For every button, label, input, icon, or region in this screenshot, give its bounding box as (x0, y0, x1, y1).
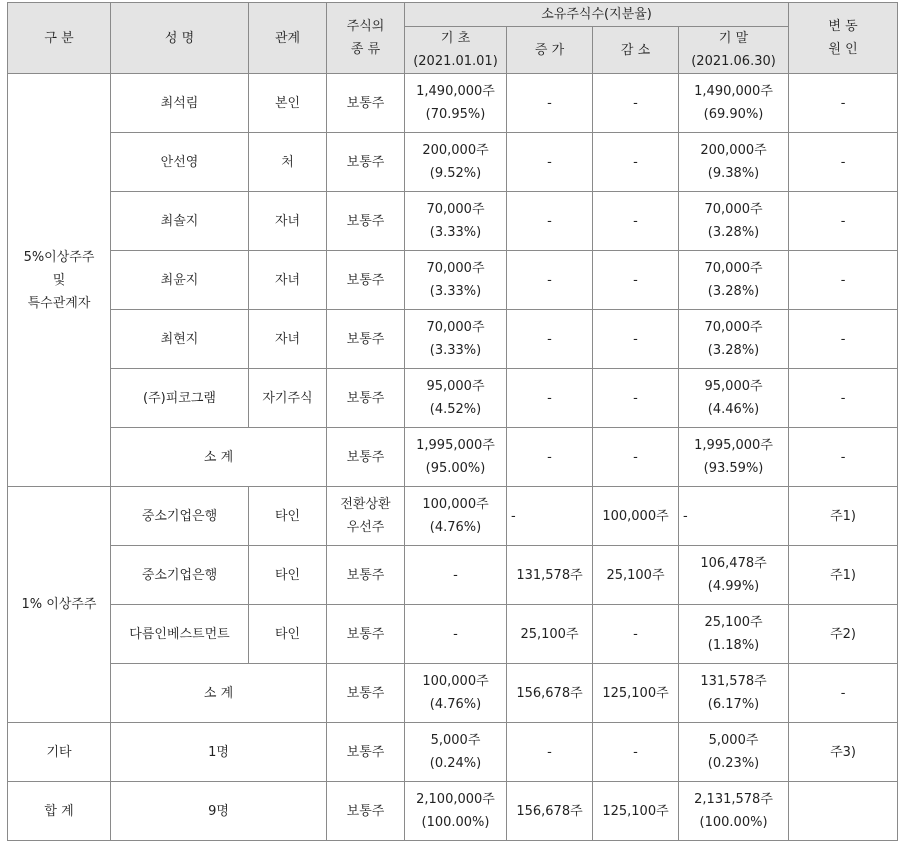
cell-end: 131,578주 (6.17%) (679, 664, 789, 723)
header-name: 성 명 (111, 3, 249, 74)
cell-reason: - (789, 251, 898, 310)
cell-type: 보통주 (327, 723, 405, 782)
total-row (8, 782, 898, 841)
cell-begin: 5,000주 (0.24%) (405, 723, 507, 782)
cell-increase: - (507, 723, 593, 782)
cell-end: 5,000주 (0.23%) (679, 723, 789, 782)
cell-end: 70,000주 (3.28%) (679, 251, 789, 310)
cell-end: 95,000주 (4.46%) (679, 369, 789, 428)
cell-end: 1,995,000주 (93.59%) (679, 428, 789, 487)
cell-decrease: - (593, 251, 679, 310)
cell-reason: - (789, 192, 898, 251)
header-reason: 변 동 원 인 (789, 3, 898, 74)
cell-decrease: - (593, 192, 679, 251)
cell-count: 9명 (111, 782, 327, 841)
cell-decrease: - (593, 428, 679, 487)
table-row (8, 192, 898, 251)
group-total: 합 계 (8, 782, 111, 841)
cell-increase: 25,100주 (507, 605, 593, 664)
cell-decrease: - (593, 605, 679, 664)
cell-begin: 100,000주 (4.76%) (405, 487, 507, 546)
cell-begin: 70,000주 (3.33%) (405, 251, 507, 310)
cell-increase: - (507, 74, 593, 133)
cell-relation: 자기주식 (249, 369, 327, 428)
cell-increase: 131,578주 (507, 546, 593, 605)
cell-begin: 95,000주 (4.52%) (405, 369, 507, 428)
cell-name: 최현지 (111, 310, 249, 369)
cell-increase: - (507, 192, 593, 251)
cell-name: 중소기업은행 (111, 546, 249, 605)
cell-reason: - (789, 74, 898, 133)
cell-reason: - (789, 310, 898, 369)
cell-type: 보통주 (327, 133, 405, 192)
cell-decrease: 100,000주 (593, 487, 679, 546)
cell-name: 최석림 (111, 74, 249, 133)
cell-type: 전환상환 우선주 (327, 487, 405, 546)
cell-reason: - (789, 428, 898, 487)
cell-begin: 2,100,000주 (100.00%) (405, 782, 507, 841)
cell-begin: 70,000주 (3.33%) (405, 192, 507, 251)
table-row (8, 310, 898, 369)
cell-end: 25,100주 (1.18%) (679, 605, 789, 664)
cell-decrease: - (593, 369, 679, 428)
cell-name: 최솔지 (111, 192, 249, 251)
cell-increase: - (507, 310, 593, 369)
cell-type: 보통주 (327, 251, 405, 310)
cell-type: 보통주 (327, 369, 405, 428)
header-relation: 관계 (249, 3, 327, 74)
cell-reason: - (789, 664, 898, 723)
cell-type: 보통주 (327, 192, 405, 251)
cell-decrease: - (593, 133, 679, 192)
cell-count: 1명 (111, 723, 327, 782)
cell-begin: 1,490,000주 (70.95%) (405, 74, 507, 133)
cell-decrease: - (593, 723, 679, 782)
cell-begin: 1,995,000주 (95.00%) (405, 428, 507, 487)
table-row (8, 487, 898, 546)
table-row (8, 605, 898, 664)
cell-type: 보통주 (327, 74, 405, 133)
cell-begin: 70,000주 (3.33%) (405, 310, 507, 369)
cell-increase: 156,678주 (507, 782, 593, 841)
header-owned-shares: 소유주식수(지분율) (405, 3, 789, 27)
cell-reason: - (789, 369, 898, 428)
cell-reason: 주2) (789, 605, 898, 664)
other-row (8, 723, 898, 782)
group-one-percent-holders: 1% 이상주주 (8, 487, 111, 723)
cell-type: 보통주 (327, 605, 405, 664)
cell-begin: - (405, 546, 507, 605)
cell-relation: 본인 (249, 74, 327, 133)
cell-reason: 주3) (789, 723, 898, 782)
cell-relation: 자녀 (249, 310, 327, 369)
cell-begin: 200,000주 (9.52%) (405, 133, 507, 192)
group-other: 기타 (8, 723, 111, 782)
cell-name: 최윤지 (111, 251, 249, 310)
cell-relation: 자녀 (249, 251, 327, 310)
cell-type: 보통주 (327, 782, 405, 841)
cell-decrease: - (593, 310, 679, 369)
cell-reason: 주1) (789, 546, 898, 605)
cell-relation: 자녀 (249, 192, 327, 251)
cell-name: 중소기업은행 (111, 487, 249, 546)
cell-decrease: 125,100주 (593, 782, 679, 841)
cell-begin: 100,000주 (4.76%) (405, 664, 507, 723)
cell-end: - (679, 487, 789, 546)
cell-decrease: 125,100주 (593, 664, 679, 723)
cell-end: 70,000주 (3.28%) (679, 192, 789, 251)
cell-begin: - (405, 605, 507, 664)
cell-subtotal-label: 소 계 (111, 428, 327, 487)
table-row (8, 133, 898, 192)
cell-type: 보통주 (327, 310, 405, 369)
header-increase: 증 가 (507, 27, 593, 74)
cell-type: 보통주 (327, 428, 405, 487)
cell-type: 보통주 (327, 664, 405, 723)
cell-reason: 주1) (789, 487, 898, 546)
table-row (8, 369, 898, 428)
header-decrease: 감 소 (593, 27, 679, 74)
cell-increase: - (507, 369, 593, 428)
subtotal-row (8, 664, 898, 723)
header-category: 구 분 (8, 3, 111, 74)
cell-end: 200,000주 (9.38%) (679, 133, 789, 192)
cell-name: (주)피코그램 (111, 369, 249, 428)
subtotal-row (8, 428, 898, 487)
cell-relation: 타인 (249, 487, 327, 546)
cell-reason: - (789, 133, 898, 192)
table-row (8, 74, 898, 133)
header-begin: 기 초 (2021.01.01) (405, 27, 507, 74)
group-major-holders: 5%이상주주 및 특수관계자 (8, 74, 111, 487)
cell-end: 70,000주 (3.28%) (679, 310, 789, 369)
cell-decrease: - (593, 74, 679, 133)
cell-increase: - (507, 133, 593, 192)
cell-decrease: 25,100주 (593, 546, 679, 605)
cell-subtotal-label: 소 계 (111, 664, 327, 723)
cell-end: 106,478주 (4.99%) (679, 546, 789, 605)
cell-increase: - (507, 487, 593, 546)
cell-name: 다름인베스트먼트 (111, 605, 249, 664)
table-row (8, 546, 898, 605)
cell-relation: 타인 (249, 605, 327, 664)
cell-type: 보통주 (327, 546, 405, 605)
cell-relation: 타인 (249, 546, 327, 605)
shareholding-table (7, 2, 898, 841)
cell-increase: - (507, 251, 593, 310)
table-row (8, 251, 898, 310)
cell-end: 2,131,578주 (100.00%) (679, 782, 789, 841)
cell-increase: - (507, 428, 593, 487)
header-end: 기 말 (2021.06.30) (679, 27, 789, 74)
cell-end: 1,490,000주 (69.90%) (679, 74, 789, 133)
cell-name: 안선영 (111, 133, 249, 192)
cell-relation: 처 (249, 133, 327, 192)
cell-reason (789, 782, 898, 841)
cell-increase: 156,678주 (507, 664, 593, 723)
header-stock-type: 주식의 종 류 (327, 3, 405, 74)
